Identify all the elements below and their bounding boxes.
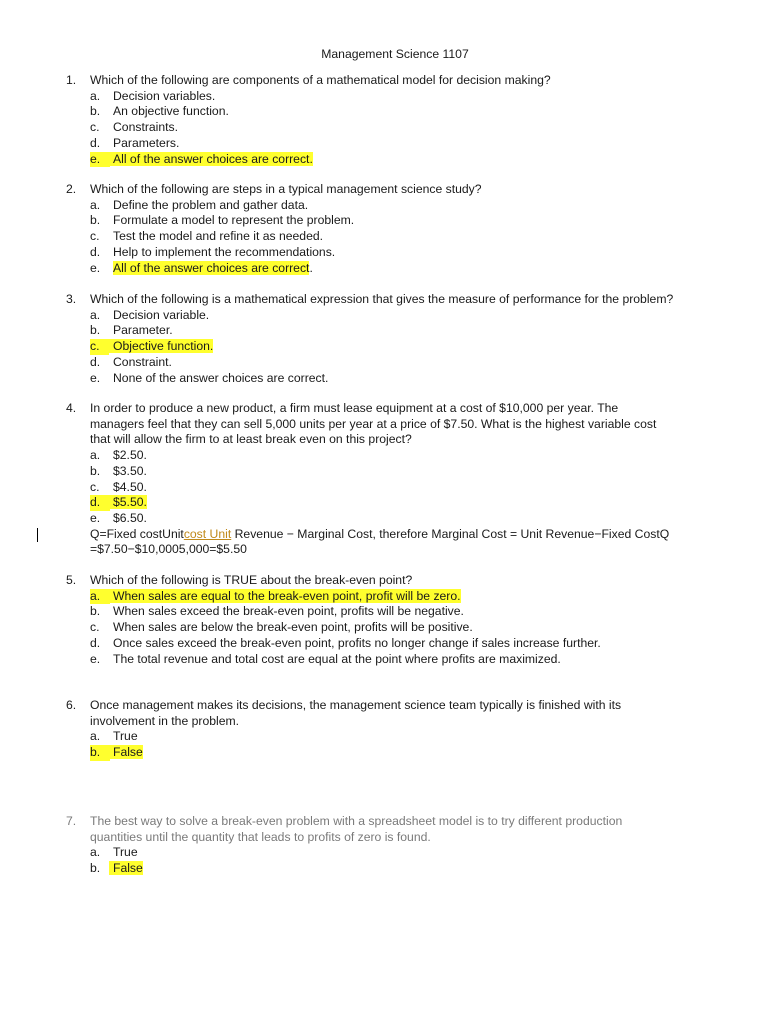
option-e: e. None of the answer choices are correct. <box>90 370 329 385</box>
question-2 <box>66 182 726 276</box>
question-number: 1. <box>66 73 77 87</box>
question-number: 2. <box>66 182 77 196</box>
option-a: a. Decision variables. <box>90 88 216 103</box>
question-text: Which of the following are steps in a typical management science study? <box>90 182 482 196</box>
question-number: 5. <box>66 573 77 587</box>
question-text: Which of the following is a mathematical expression that gives the measure of performance for the problem? <box>90 292 674 306</box>
question-number: 3. <box>66 292 77 306</box>
option-b: b. $3.50. <box>90 463 147 478</box>
answer-explanation: Q=Fixed costUnitcost Unit Revenue − Marginal Cost, therefore Marginal Cost = Unit Revenue−Fixed CostQ <box>90 526 670 541</box>
option-e-correct-answer: e. All of the answer choices are correct. <box>90 260 313 275</box>
question-5 <box>66 573 726 667</box>
question-1 <box>66 73 726 167</box>
question-text: The best way to solve a break-even problem with a spreadsheet model is to try different production quantities until the quantity that leads to profits of zero is found. <box>90 814 626 844</box>
option-c: c. When sales are below the break-even point, profits will be positive. <box>90 620 473 635</box>
option-a: a. True <box>90 729 138 744</box>
option-b: b. When sales exceed the break-even point, profits will be negative. <box>90 604 464 619</box>
option-d: d. Once sales exceed the break-even point, profits no longer change if sales increase further. <box>90 635 601 650</box>
question-text: Which of the following is TRUE about the break-even point? <box>90 573 413 587</box>
question-number: 6. <box>66 698 77 712</box>
option-b: b. Parameter. <box>90 323 173 338</box>
option-a: a. $2.50. <box>90 448 147 463</box>
question-6 <box>66 698 676 761</box>
option-e: e. $6.50. <box>90 510 147 525</box>
option-c-correct-answer: c. Objective function. <box>90 339 214 354</box>
answer-explanation-line2: =$7.50−$10,0005,000=$5.50 <box>90 542 247 557</box>
question-4 <box>66 401 670 558</box>
option-b-correct-answer: b. False <box>90 745 143 760</box>
option-e-correct-answer: e. All of the answer choices are correct. <box>90 151 313 166</box>
question-7 <box>66 814 676 877</box>
question-number: 7. <box>66 814 77 828</box>
option-c: c. $4.50. <box>90 479 147 494</box>
page-title: Management Science 1107 <box>321 47 469 61</box>
question-3 <box>66 292 726 386</box>
option-b-correct-answer: b. False <box>90 861 143 876</box>
option-c: c. Constraints. <box>90 120 179 135</box>
option-e: e. The total revenue and total cost are equal at the point where profits are maximized. <box>90 651 561 666</box>
hyperlink[interactable]: cost Unit <box>183 526 232 541</box>
question-text: Once management makes its decisions, the management science team typically is finished with its involvement in the problem. <box>90 698 625 728</box>
option-d-correct-answer: d. $5.50. <box>90 495 147 510</box>
option-a: a. Define the problem and gather data. <box>90 197 309 212</box>
text-cursor <box>37 528 38 542</box>
question-number: 4. <box>66 401 77 415</box>
option-d: d. Constraint. <box>90 354 172 369</box>
question-text: In order to produce a new product, a firm must lease equipment at a cost of $10,000 per year. The managers feel that they can sell 5,000 units per year at a price of $7.50. What is the highest variable cost that will allow the firm to at least break even on this project? <box>90 401 660 447</box>
option-c: c. Test the model and refine it as needed. <box>90 229 324 244</box>
option-b: b. An objective function. <box>90 104 229 119</box>
option-d: d. Help to implement the recommendations. <box>90 244 336 259</box>
option-a-correct-answer: a. When sales are equal to the break-even point, profit will be zero. <box>90 588 461 603</box>
option-a: a. True <box>90 845 138 860</box>
option-d: d. Parameters. <box>90 135 180 150</box>
option-b: b. Formulate a model to represent the problem. <box>90 213 355 228</box>
question-text: Which of the following are components of a mathematical model for decision making? <box>90 73 551 87</box>
option-a: a. Decision variable. <box>90 307 210 322</box>
